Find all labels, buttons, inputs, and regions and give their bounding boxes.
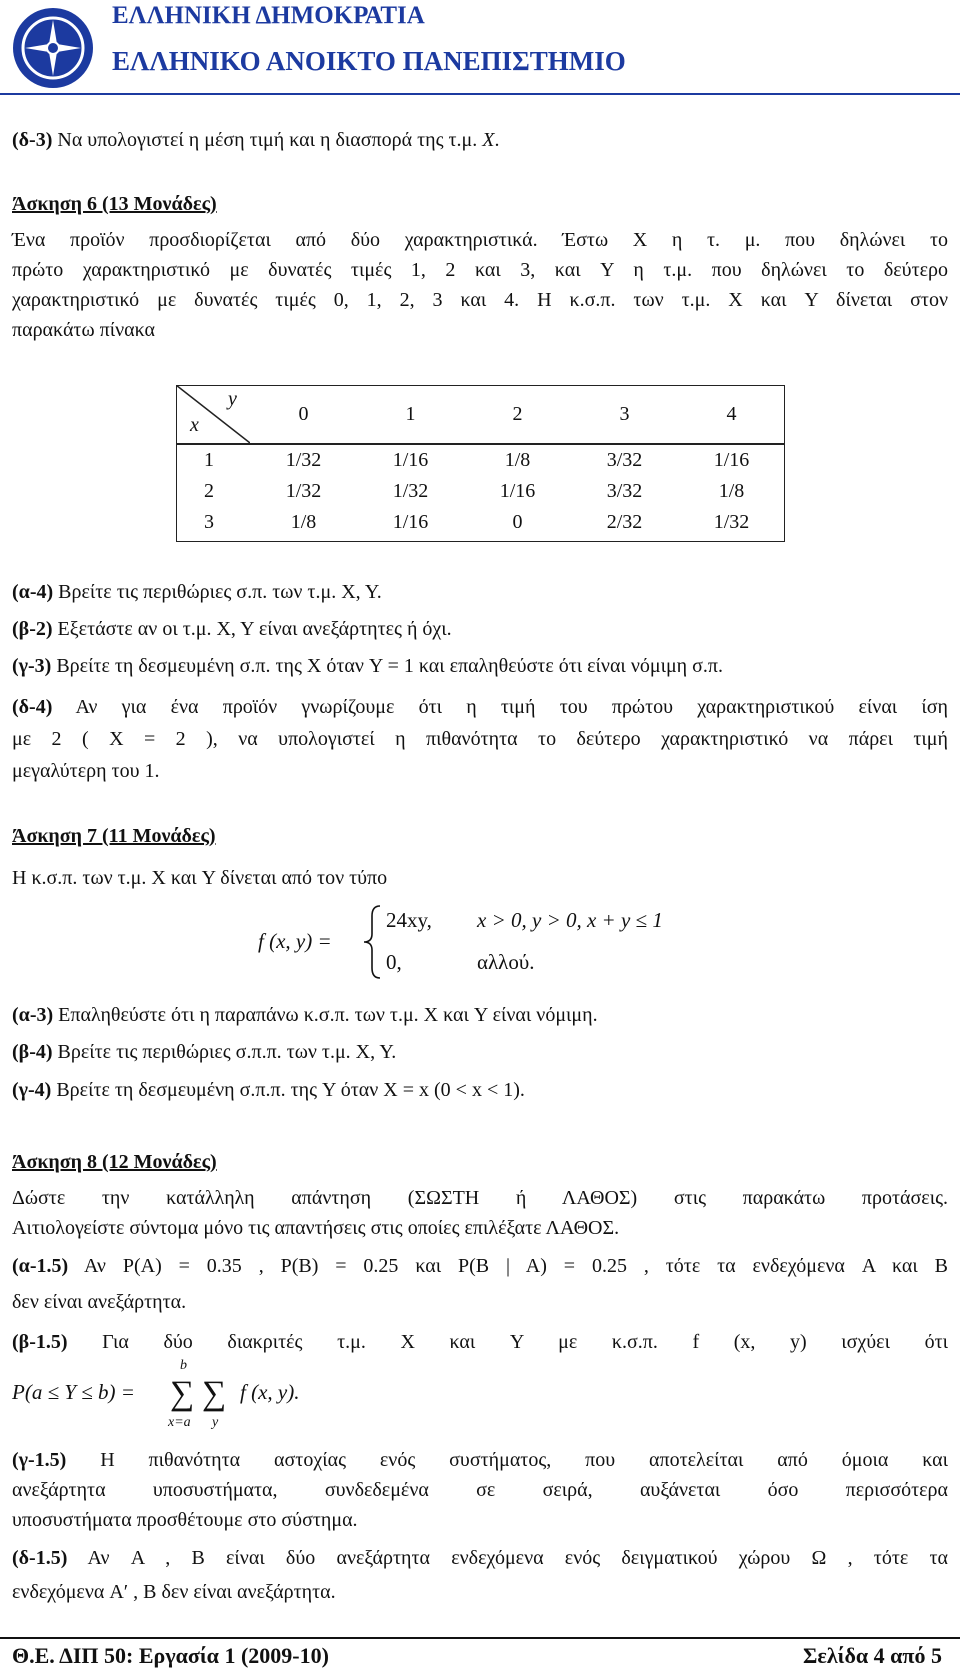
table-cell: 1/16	[392, 449, 429, 471]
question-text: Επαληθεύστε ότι η παραπάνω κ.σ.π. των τ.μ. X και Y είναι νόμιμη.	[53, 1004, 598, 1026]
formula-brace	[362, 904, 382, 980]
question-a15-line2: δεν είναι ανεξάρτητα.	[12, 1291, 187, 1313]
table-cell: 1/32	[285, 480, 322, 502]
table-grid	[176, 385, 785, 542]
question-label: (β-2)	[12, 618, 53, 640]
formula-lhs: f (x, y) =	[258, 929, 332, 953]
question-label: (δ-4)	[12, 696, 53, 718]
question-label: (γ-4)	[12, 1079, 52, 1101]
question-text: Αν A , B είναι δύο ανεξάρτητα ενδεχόμενα ενός δειγματικού χώρου Ω , τότε τα	[67, 1547, 948, 1569]
university-logo	[10, 6, 96, 90]
question-b15-line1	[12, 1330, 948, 1354]
footer-rule	[0, 1637, 960, 1639]
question-c4	[12, 1078, 525, 1102]
question-text: Για δύο διακριτές τ.μ. X και Y με κ.σ.π. f (x, y) ισχύει ότι	[67, 1331, 948, 1353]
question-d4-line3: μεγαλύτερη του 1.	[12, 760, 160, 782]
ex8-intro-line1: Δώστε την κατάλληλη απάντηση (ΣΩΣΤΗ ή ΛΑΘΟΣ) στις παρακάτω προτάσεις.	[12, 1187, 948, 1209]
header-line1: ΕΛΛΗΝΙΚΗ ΔΗΜΟΚΡΑΤΙΑ	[112, 2, 425, 29]
sum-bottom-limit-outer: x=a	[168, 1415, 191, 1430]
table-cell: 1/32	[392, 480, 429, 502]
ex6-intro-line1: Ένα προϊόν προσδιορίζεται από δύο χαρακτηριστικά. Έστω X η τ. μ. που δηλώνει το	[12, 229, 948, 251]
footer-course: Θ.Ε. ΔΙΠ 50: Εργασία 1 (2009-10)	[12, 1643, 329, 1668]
table-cell: 1/16	[499, 480, 536, 502]
question-b4	[12, 1040, 396, 1064]
question-label: (α-3)	[12, 1004, 54, 1026]
ex6-intro-line2: πρώτο χαρακτηριστικό με δυνατές τιμές 1, 2 και 3, και Y η τ.μ. που δηλώνει το δεύτερο	[12, 259, 948, 281]
question-b2	[12, 617, 452, 641]
table-cell: 1/16	[392, 511, 429, 533]
question-text: Βρείτε τις περιθώριες σ.π. των τ.μ. X, Y.	[53, 581, 382, 603]
question-d15-line1	[12, 1546, 948, 1570]
question-text: Αν για ένα προϊόν γνωρίζουμε ότι η τιμή του πρώτου χαρακτηριστικού είναι ίση	[52, 696, 948, 718]
question-label: (β-4)	[12, 1041, 53, 1063]
question-d4-line2: με 2 ( X = 2 ), να υπολογιστεί η πιθανότητα το δεύτερο χαρακτηριστικό να πάρει τιμή	[12, 728, 948, 750]
question-c15-line1	[12, 1448, 948, 1472]
math-var: X	[482, 129, 495, 151]
table-cell: 1/8	[290, 511, 317, 533]
question-text: Η πιθανότητα αστοχίας ενός συστήματος, που αποτελείται από όμοια και	[66, 1449, 948, 1471]
col-header: 3	[619, 403, 630, 425]
question-text: Βρείτε τη δεσμευμένη σ.π. της X όταν Y = 1 και επαληθεύστε ότι είναι νόμιμη σ.π.	[51, 655, 724, 677]
question-text: Βρείτε τις περιθώριες σ.π.π. των τ.μ. X, Y.	[52, 1041, 397, 1063]
table-cell: 1/8	[504, 449, 531, 471]
table-row	[176, 476, 785, 507]
question-d3-prev	[12, 128, 499, 152]
col-header: 4	[726, 403, 737, 425]
sum-formula-lhs: P(a ≤ Y ≤ b) =	[12, 1380, 135, 1404]
table-cell: 3/32	[606, 449, 643, 471]
question-d15-line2: ενδεχόμενα A′ , B δεν είναι ανεξάρτητα.	[12, 1581, 336, 1603]
header-line2: ΕΛΛΗΝΙΚΟ ΑΝΟΙΚΤΟ ΠΑΝΕΠΙΣΤΗΜΙΟ	[112, 46, 626, 76]
question-a3	[12, 1003, 598, 1027]
question-text: Βρείτε τη δεσμευμένη σ.π.π. της Y όταν X = x (0 < x < 1).	[51, 1079, 525, 1101]
exercise-7-title: Άσκηση 7 (11 Μονάδες)	[12, 825, 216, 847]
table-row	[176, 445, 785, 476]
sum-sign-inner: ∑	[202, 1375, 227, 1412]
formula-case1-cond: x > 0, y > 0, x + y ≤ 1	[477, 908, 663, 932]
sum-sign-outer: ∑	[170, 1375, 195, 1412]
table-cell: 0	[512, 511, 523, 533]
question-label: (α-1.5)	[12, 1255, 69, 1277]
question-label: (β-1.5)	[12, 1331, 68, 1353]
table-corner-x: x	[190, 414, 199, 436]
ex8-intro-line2: Αιτιολογείστε σύντομα μόνο τις απαντήσεις στις οποίες επιλέξατε ΛΑΘΟΣ.	[12, 1217, 620, 1239]
question-c15-line2: ανεξάρτητα υποσυστήματα, συνδεδεμένα σε σειρά, αυξάνεται όσο περισσότερα	[12, 1479, 948, 1501]
col-header: 2	[512, 403, 523, 425]
header-rule	[0, 93, 960, 95]
formula-case1-expr: 24xy,	[386, 908, 432, 932]
table-cell: 2/32	[606, 511, 643, 533]
ex6-intro-line4: παρακάτω πίνακα	[12, 319, 155, 341]
question-end: .	[494, 129, 500, 151]
footer-page-number: Σελίδα 4 από 5	[803, 1643, 942, 1668]
formula-case2-cond: αλλού.	[477, 950, 535, 974]
question-label: (δ-1.5)	[12, 1547, 68, 1569]
table-cell: 1/32	[285, 449, 322, 471]
question-text: Εξετάστε αν οι τ.μ. X, Y είναι ανεξάρτητες ή όχι.	[52, 618, 452, 640]
question-c3	[12, 654, 723, 678]
question-d4-line1	[12, 695, 948, 719]
question-c15-line3: υποσυστήματα προσθέτουμε στο σύστημα.	[12, 1509, 358, 1531]
col-header: 0	[298, 403, 309, 425]
sum-bottom-limit-inner: y	[212, 1415, 219, 1430]
exercise-8-title: Άσκηση 8 (12 Μονάδες)	[12, 1151, 217, 1173]
ex7-intro: Η κ.σ.π. των τ.μ. X και Y δίνεται από τον τύπο	[12, 867, 388, 889]
question-label: (α-4)	[12, 581, 54, 603]
table-cell: 1/32	[713, 511, 750, 533]
row-header: 1	[204, 449, 214, 471]
row-header: 2	[204, 480, 214, 502]
ex6-intro-line3: χαρακτηριστικό με δυνατές τιμές 0, 1, 2, 3 και 4. Η κ.σ.π. των τ.μ. X και Y δίνεται στον	[12, 289, 948, 311]
question-a15-line1	[12, 1254, 948, 1278]
table-cell: 1/16	[713, 449, 750, 471]
question-text: Αν P(A) = 0.35 , P(B) = 0.25 και P(B | A) = 0.25 , τότε τα ενδεχόμενα A και B	[68, 1255, 948, 1277]
exercise-6-title: Άσκηση 6 (13 Μονάδες)	[12, 193, 217, 215]
question-label: (γ-1.5)	[12, 1449, 67, 1471]
formula-case2-expr: 0,	[386, 950, 402, 974]
sum-top-limit: b	[180, 1358, 187, 1373]
table-corner-y: y	[228, 388, 237, 410]
row-header: 3	[204, 511, 214, 533]
question-label: (δ-3)	[12, 129, 53, 151]
table-cell: 1/8	[718, 480, 745, 502]
question-label: (γ-3)	[12, 655, 52, 677]
col-header: 1	[405, 403, 416, 425]
table-column-header-row	[250, 385, 785, 443]
table-cell: 3/32	[606, 480, 643, 502]
sum-formula-rhs: f (x, y).	[240, 1380, 300, 1404]
table-row	[176, 507, 785, 538]
question-text: Να υπολογιστεί η μέση τιμή και η διασπορά της τ.μ.	[52, 129, 483, 151]
question-a4	[12, 580, 382, 604]
